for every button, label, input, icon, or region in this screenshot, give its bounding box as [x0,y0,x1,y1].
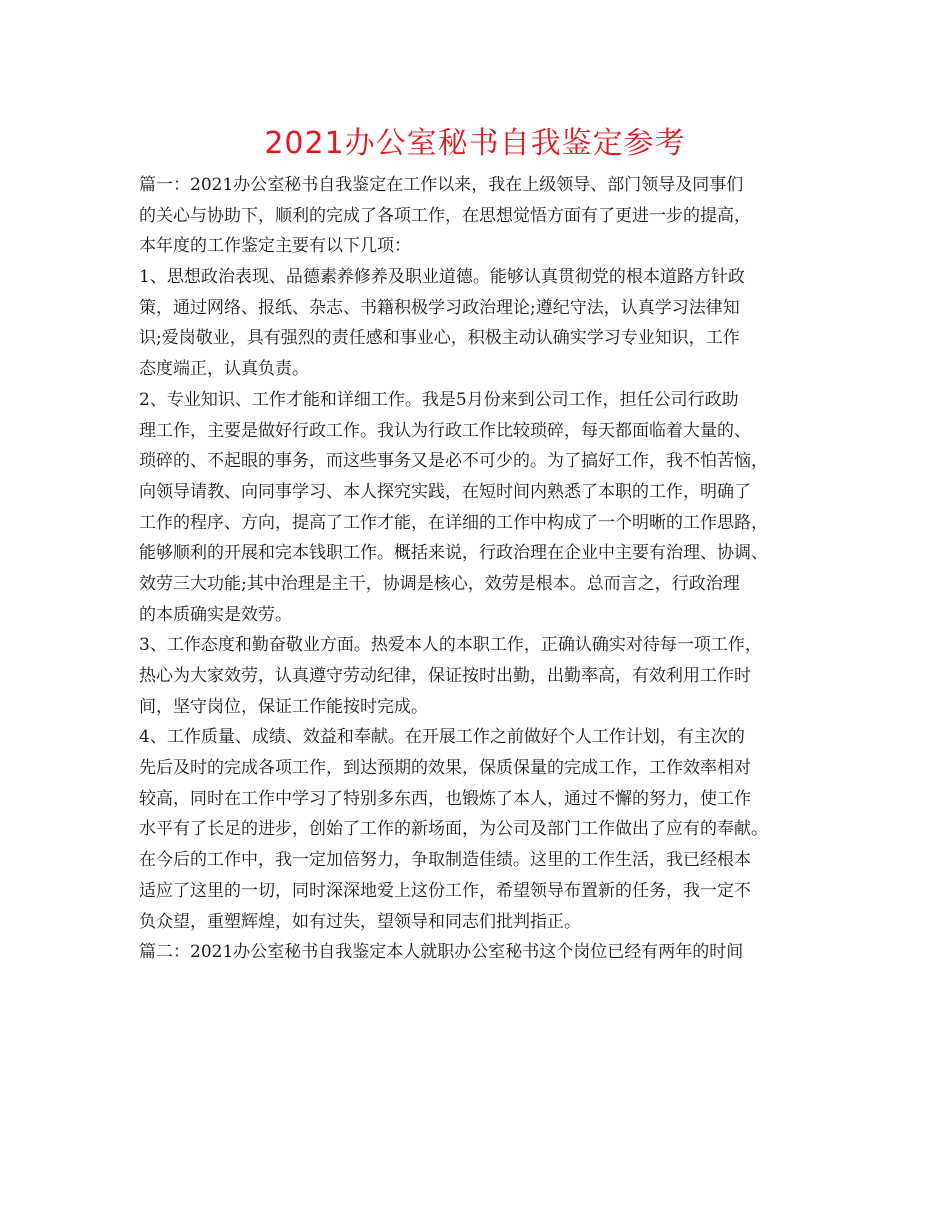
text-line: 的本质确实是效劳。 [139,604,292,625]
text-line: 工作的程序、方向，提高了工作才能，在详细的工作中构成了一个明晰的工作思路， [139,512,768,533]
text-line: 在今后的工作中，我一定加倍努力，争取制造佳绩。这里的工作生活，我已经根本 [139,850,751,871]
text-line: 水平有了长足的进步，创始了工作的新场面，为公司及部门工作做出了应有的奉献。 [139,819,768,840]
text-line: 的关心与协助下，顺利的完成了各项工作，在思想觉悟方面有了更进一步的提高， [139,205,751,226]
text-line: 本年度的工作鉴定主要有以下几项： [139,236,411,257]
text-line: 向领导请教、向同事学习、本人探究实践，在短时间内熟悉了本职的工作，明确了 [139,481,751,502]
text-line: 3、工作态度和勤奋敬业方面。热爱本人的本职工作，正确认确实对待每一项工作， [139,635,762,656]
text-line: 态度端正，认真负责。 [139,359,309,380]
text-line: 4、工作质量、成绩、效益和奉献。在开展工作之前做好个人工作计划，有主次的 [139,727,745,748]
document-body [139,170,819,968]
text-line: 热心为大家效劳，认真遵守劳动纪律，保证按时出勤，出勤率高，有效利用工作时 [139,666,751,686]
text-line: 间，坚守岗位，保证工作能按时完成。 [139,696,428,717]
text-line: 理工作，主要是做好行政工作。我认为行政工作比较琐碎，每天都面临着大量的、 [139,420,751,441]
text-line: 篇二：2021办公室秘书自我鉴定本人就职办公室秘书这个岗位已经有两年的时间 [139,942,744,963]
text-line: 琐碎的、不起眼的事务，而这些事务又是必不可少的。为了搞好工作，我不怕苦恼， [139,451,768,472]
text-line: 先后及时的完成各项工作，到达预期的效果，保质保量的完成工作，工作效率相对 [139,758,751,779]
text-line: 负众望，重塑辉煌，如有过失，望领导和同志们批判指正。 [139,911,581,932]
document-title: 2021办公室秘书自我鉴定参考 [264,126,686,161]
text-line: 1、思想政治表现、品德素养修养及职业道德。能够认真贯彻党的根本道路方针政 [139,267,745,288]
text-line: 2、专业知识、工作才能和详细工作。我是5月份来到公司工作，担任公司行政助 [139,389,739,410]
text-line: 识;爱岗敬业，具有强烈的责任感和事业心，积极主动认确实学习专业知识，工作 [139,328,740,349]
text-line: 策，通过网络、报纸、杂志、书籍积极学习政治理论;遵纪守法，认真学习法律知 [139,297,740,318]
text-line: 篇一：2021办公室秘书自我鉴定在工作以来，我在上级领导、部门领导及同事们 [139,175,744,195]
text-line: 能够顺利的开展和完本钱职工作。概括来说，行政治理在企业中主要有治理、协调、 [139,543,768,564]
text-line: 较高，同时在工作中学习了特别多东西，也锻炼了本人，通过不懈的努力，使工作 [139,788,751,809]
text-line: 效劳三大功能;其中治理是主干，协调是核心，效劳是根本。总而言之，行政治理 [139,573,740,594]
text-line: 适应了这里的一切，同时深深地爱上这份工作，希望领导布置新的任务，我一定不 [139,880,751,901]
